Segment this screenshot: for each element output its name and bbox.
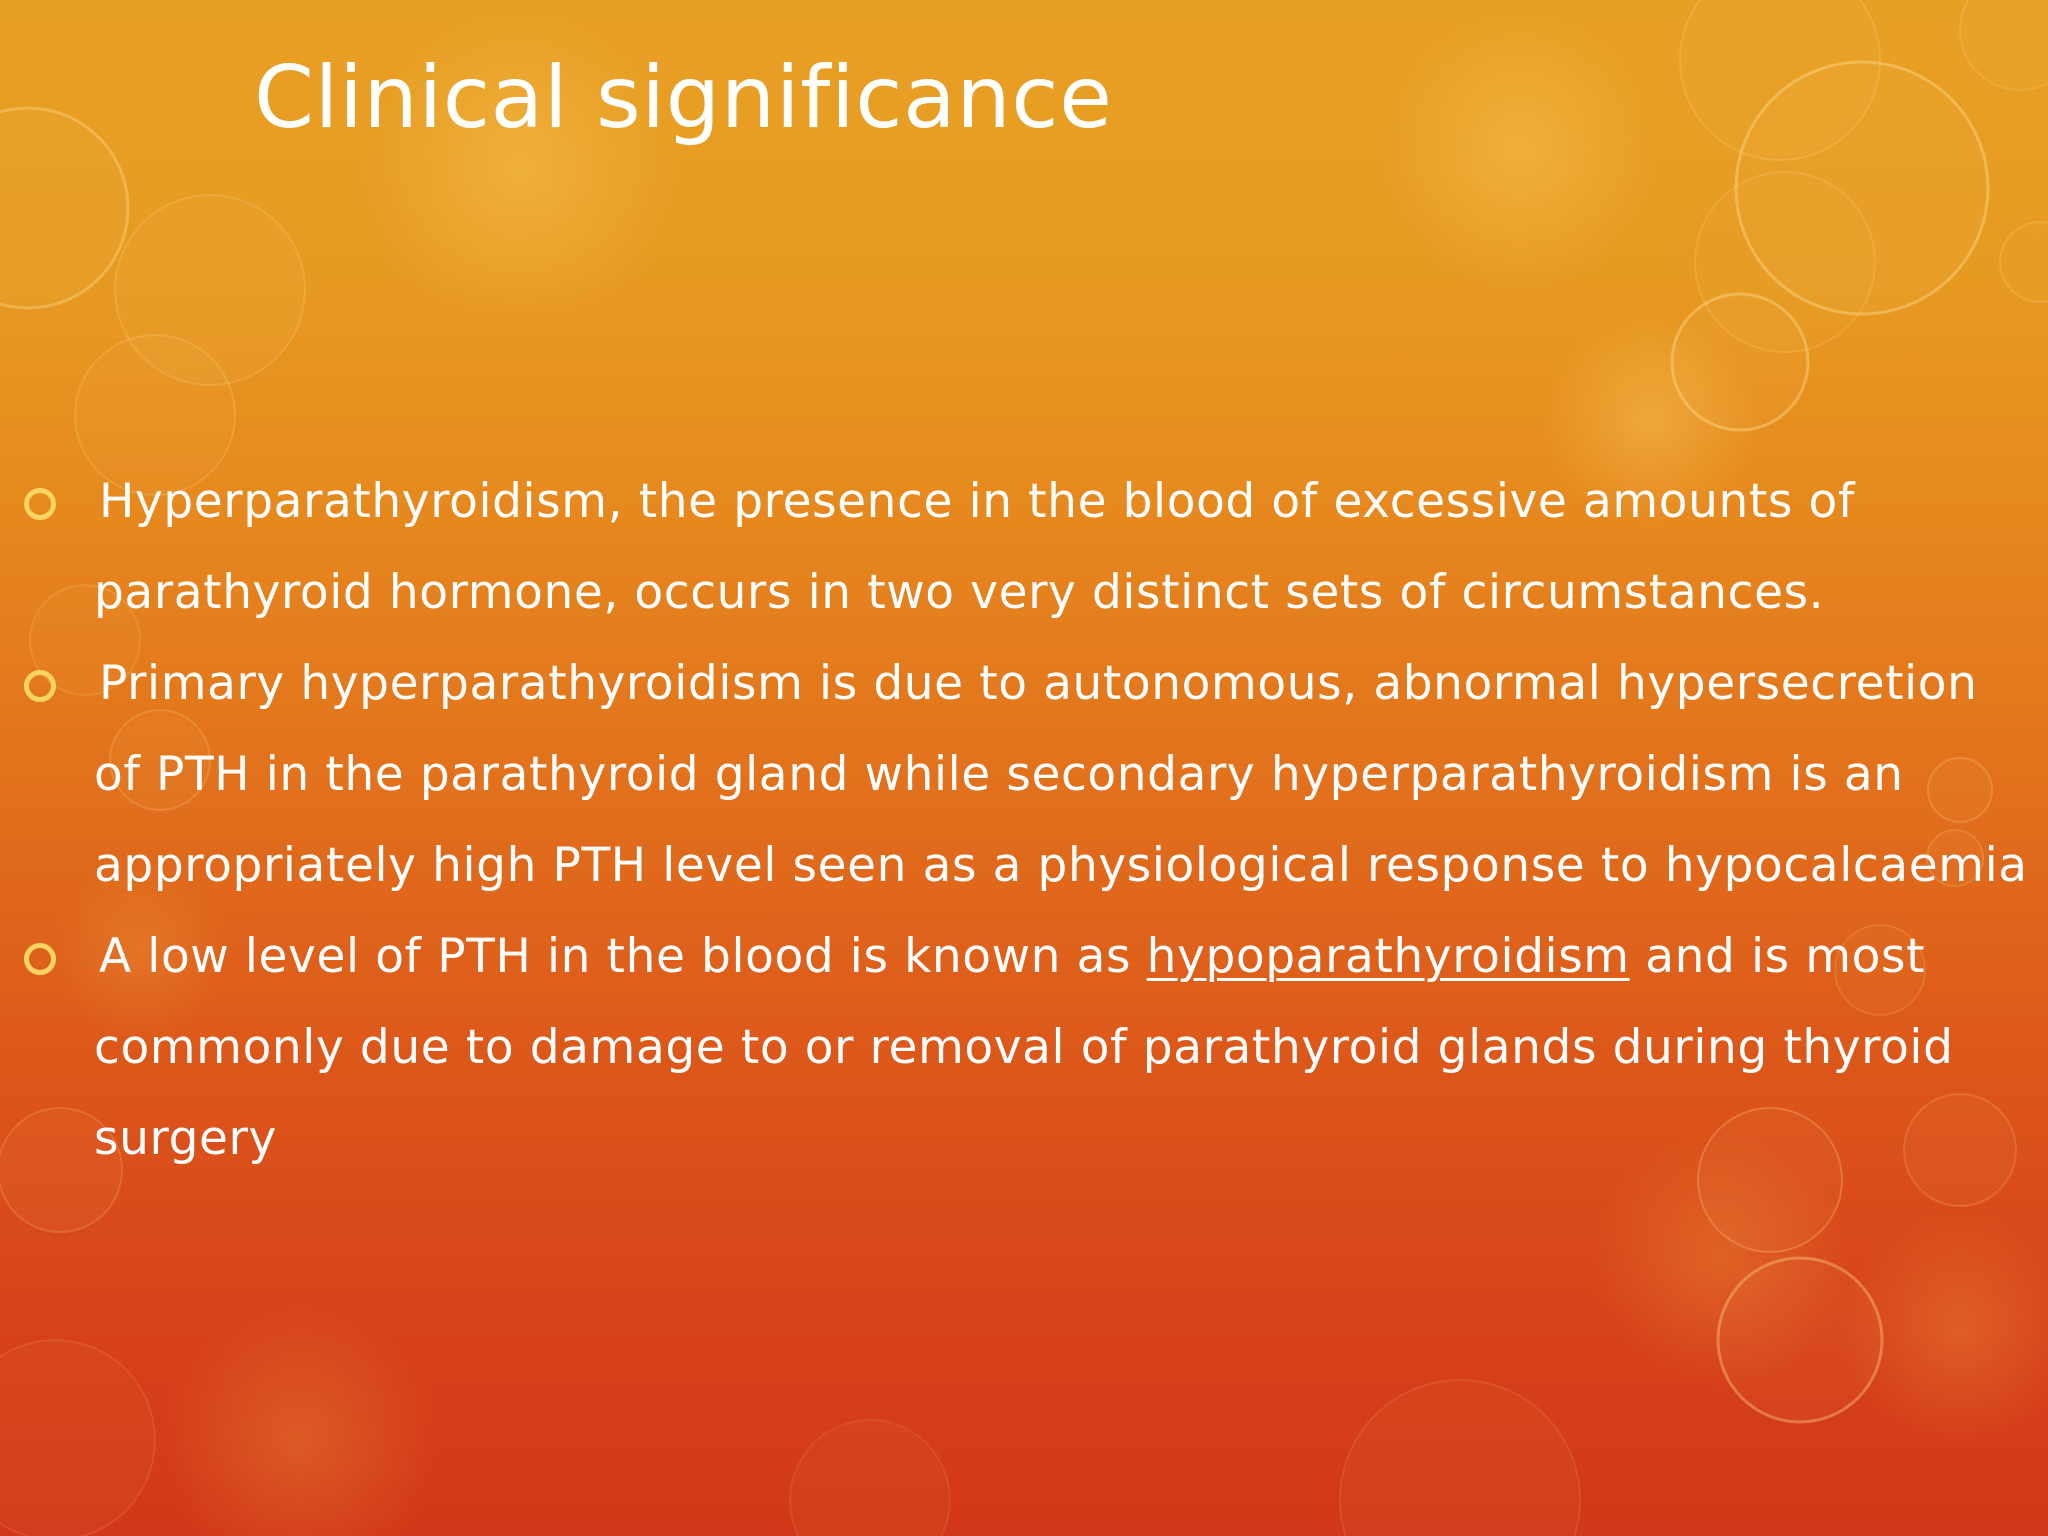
bullet-item-hypoparathyroidism [0,911,2048,1184]
bullet-text-after-link: and is most commonly due to damage to or removal of parathyroid glands during thyroid surgery [94,929,1954,1166]
bullet-text: Hyperparathyroidism, the presence in the blood of excessive amounts of parathyroid hormone, occurs in two very distinct sets of circumstances. [94,474,1856,620]
hypoparathyroidism-link[interactable]: hypoparathyroidism [1146,929,1630,984]
bullet-text: Primary hyperparathyroidism is due to autonomous, abnormal hypersecretion of PTH in the parathyroid gland while secondary hyperparathyroidism is an appropriately high PTH level seen as a physiological response to hypocalcaemia [94,656,2028,893]
bullet-item-hyperparathyroidism [0,456,2048,638]
bullet-text-before-link: A low level of PTH in the blood is known as [99,929,1147,984]
bullet-marker-icon [24,943,56,975]
bullet-marker-icon [24,488,56,520]
bullet-marker-icon [24,670,56,702]
bullet-item-primary-secondary [0,638,2048,911]
bullet-list [0,456,2048,1184]
slide-title: Clinical significance [254,48,1113,148]
